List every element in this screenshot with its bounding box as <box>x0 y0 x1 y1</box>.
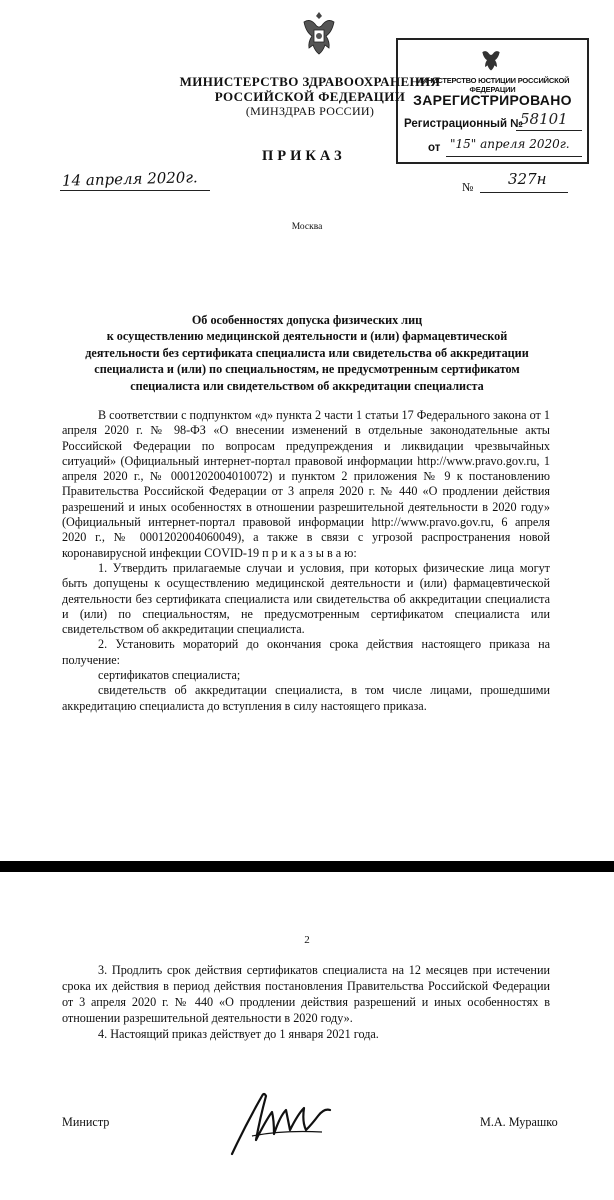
title-line: специалиста или свидетельством об аккредитации специалиста <box>130 378 484 393</box>
paragraph-3: 3. Продлить срок действия сертификатов специалиста на 12 месяцев при истечении срока их действия в период действия постановления Правительства Российской Федерации от 3 апреля 2020 г. № 440 «О продлении действия разрешений и иных особенностях в отношении разрешительной деятельности в 2020 году». <box>62 963 550 1025</box>
order-number: 327н <box>508 170 547 188</box>
coat-of-arms-icon <box>476 44 506 74</box>
stamp-date-prefix: от <box>428 142 441 154</box>
minister-label: Министр <box>62 1115 110 1129</box>
title-line: Об особенностях допуска физических лиц <box>191 313 423 327</box>
stamp-reg-label: Регистрационный № <box>404 118 524 130</box>
title-line: к осуществлению медицинской деятельности и (или) фармацевтической <box>106 329 508 344</box>
city: Москва <box>291 222 323 232</box>
stamp-date: "15" апреля 2020г. <box>450 137 570 151</box>
document-body-2 <box>62 962 550 1042</box>
coat-of-arms-icon <box>296 8 342 60</box>
document-page-2 <box>0 872 614 1200</box>
stamp-reg-number: 58101 <box>520 110 568 128</box>
document-body <box>62 408 550 714</box>
paragraph-2-item-1: сертификатов специалиста; <box>98 668 241 683</box>
paragraph-preamble: В соответствии с подпунктом «д» пункта 2 части 1 статьи 17 Федерального закона от 1 апреля 2020 г. № 98-ФЗ «О внесении изменений в отдельные законодательные акты Российской Федерации по вопросам предупреждения и ликвидации чрезвычайных ситуаций» (Официальный интернет-портал правовой информации http://www.pravo.gov.ru, 1 апреля 2020 г., № 0001202004010072) и пунктом 2 приложения № 9 к постановлению Правительства Российской Федерации от 3 апреля 2020 г. № 440 «О продлении действия разрешений и иных особенностях в отношении разрешительной деятельности в 2020 году» (Официальный интернет-портал правовой информации http://www.pravo.gov.ru, 6 апреля 2020 г., № 0001202004060049), а также в связи с угрозой распространения новой коронавирусной инфекции COVID-19 п р и к а з ы в а ю: <box>62 408 550 560</box>
paragraph-2-item-2: свидетельств об аккредитации специалиста, в том числе лицами, прошедшими аккредитацию специалиста до вступления в силу настоящего приказа. <box>62 683 550 713</box>
order-date: 14 апреля 2020г. <box>61 168 198 190</box>
paragraph-4: 4. Настоящий приказ действует до 1 января 2021 года. <box>98 1027 379 1041</box>
signature-mark <box>222 1084 342 1162</box>
title-line: деятельности без сертификата специалиста или свидетельства об аккредитации <box>85 345 529 360</box>
minister-name: М.А. Мурашко <box>480 1115 558 1129</box>
ministry-name-line-1: МИНИСТЕРСТВО ЗДРАВООХРАНЕНИЯ <box>179 74 441 89</box>
stamp-ministry: МИНИСТЕРСТВО ЮСТИЦИИ РОССИЙСКОЙ ФЕДЕРАЦИИ <box>415 76 570 94</box>
document-type: ПРИКАЗ <box>262 148 346 164</box>
ministry-abbrev: (МИНЗДРАВ РОССИИ) <box>245 104 375 118</box>
number-sign: № <box>462 180 474 194</box>
ministry-name-line-2: РОССИЙСКОЙ ФЕДЕРАЦИИ <box>214 89 406 104</box>
document-title <box>62 312 552 394</box>
paragraph-1: 1. Утвердить прилагаемые случаи и условия, при которых физические лица могут быть допущены к осуществлению медицинской деятельности и (или) фармацевтической деятельности без сертификата специалиста или свидетельства об аккредитации специалиста и (или) по специальностям, не предусмотренным сертификатом специалиста или свидетельством об аккредитации специалиста. <box>62 560 550 637</box>
page-number: 2 <box>304 934 310 946</box>
title-line: специалиста и (или) по специальностям, не предусмотренным сертификатом <box>94 362 520 377</box>
paragraph-2: 2. Установить мораторий до окончания срока действия настоящего приказа на получение: <box>62 637 550 667</box>
stamp-registered: ЗАРЕГИСТРИРОВАНО <box>413 92 572 108</box>
